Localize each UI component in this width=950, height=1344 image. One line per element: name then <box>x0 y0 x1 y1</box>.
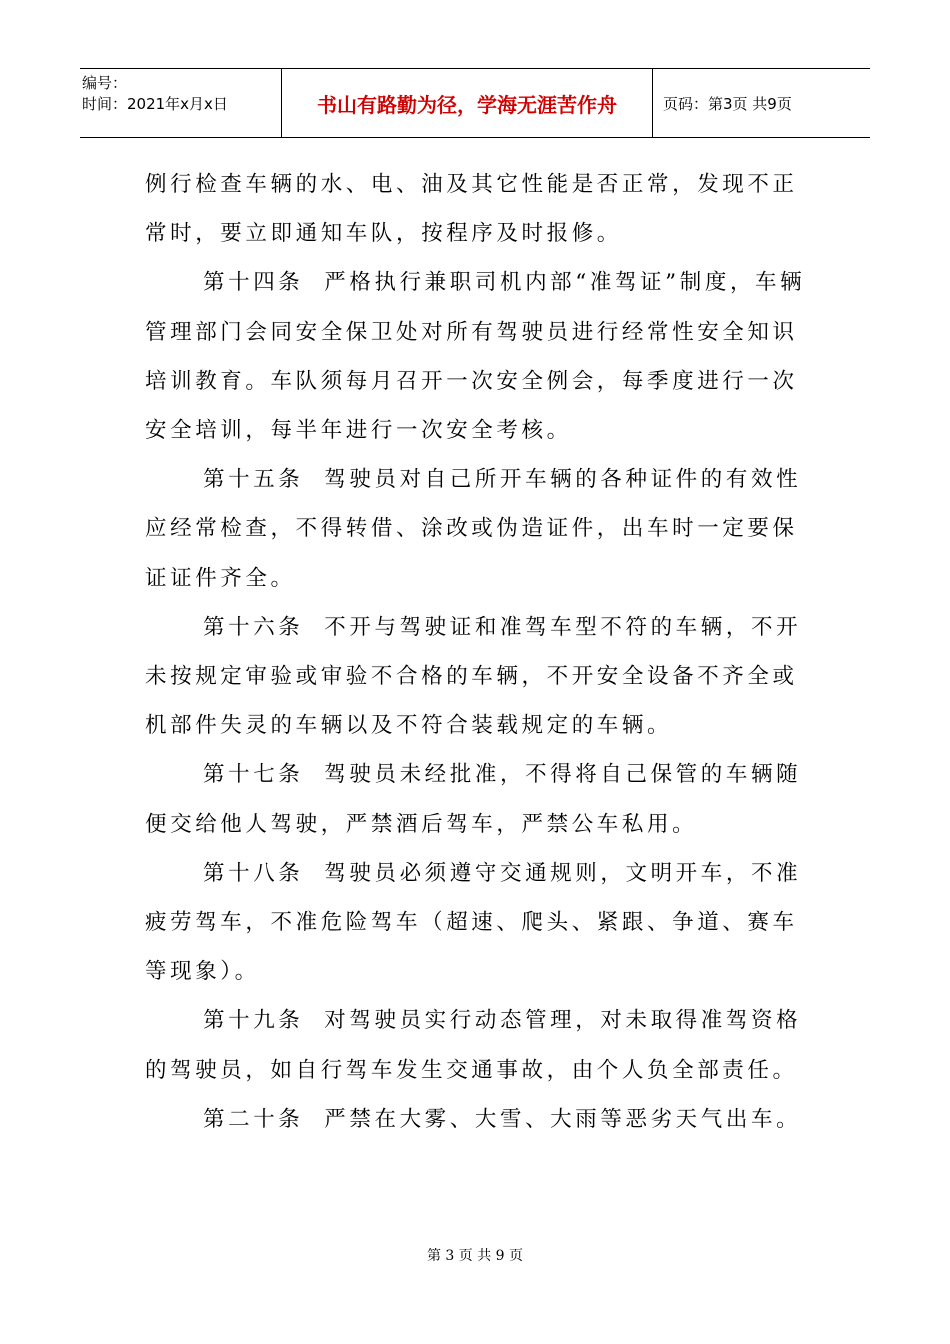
time-label: 时间：2021年x月x日 <box>82 95 228 113</box>
article-16: 第十六条 不开与驾驶证和准驾车型不符的车辆，不开未按规定审验或审验不合格的车辆，不开安全设备不齐全或机部件失灵的车辆以及不符合装载规定的车辆。 <box>145 614 802 739</box>
article-18: 第十八条 驾驶员必须遵守交通规则，文明开车，不准疲劳驾车，不准危险驾车（超速、爬头、紧跟、争道、赛车等现象）。 <box>145 860 802 985</box>
page-footer: 第 3 页 共 9 页 <box>426 1248 524 1264</box>
header-meta <box>80 69 282 137</box>
article-15: 第十五条 驾驶员对自己所开车辆的各种证件的有效性应经常检查，不得转借、涂改或伪造证件，出车时一定要保证证件齐全。 <box>145 467 802 591</box>
document-body <box>145 160 810 1144</box>
paragraph-continued: 例行检查车辆的水、电、油及其它性能是否正常，发现不正常时，要立即通知车队，按程序及时报修。 <box>145 172 798 247</box>
article-20: 第二十条 严禁在大雾、大雪、大雨等恶劣天气出车。 <box>203 1106 802 1132</box>
article-14: 第十四条 严格执行兼职司机内部“准驾证”制度，车辆管理部门会同安全保卫处对所有驾驶员进行经常性安全知识培训教育。车队须每月召开一次安全例会，每季度进行一次安全培训，每半年进行一次安全考核。 <box>145 270 806 444</box>
header-page-info: 页码：第3页 共9页 <box>663 94 792 113</box>
page-header <box>80 68 870 138</box>
article-17: 第十七条 驾驶员未经批准，不得将自己保管的车辆随便交给他人驾驶，严禁酒后驾车，严禁公车私用。 <box>145 762 802 837</box>
serial-label: 编号： <box>82 74 128 92</box>
header-motto: 书山有路勤为径，学海无涯苦作舟 <box>282 69 653 137</box>
article-19: 第十九条 对驾驶员实行动态管理，对未取得准驾资格的驾驶员，如自行驾车发生交通事故，由个人负全部责任。 <box>145 1008 802 1083</box>
